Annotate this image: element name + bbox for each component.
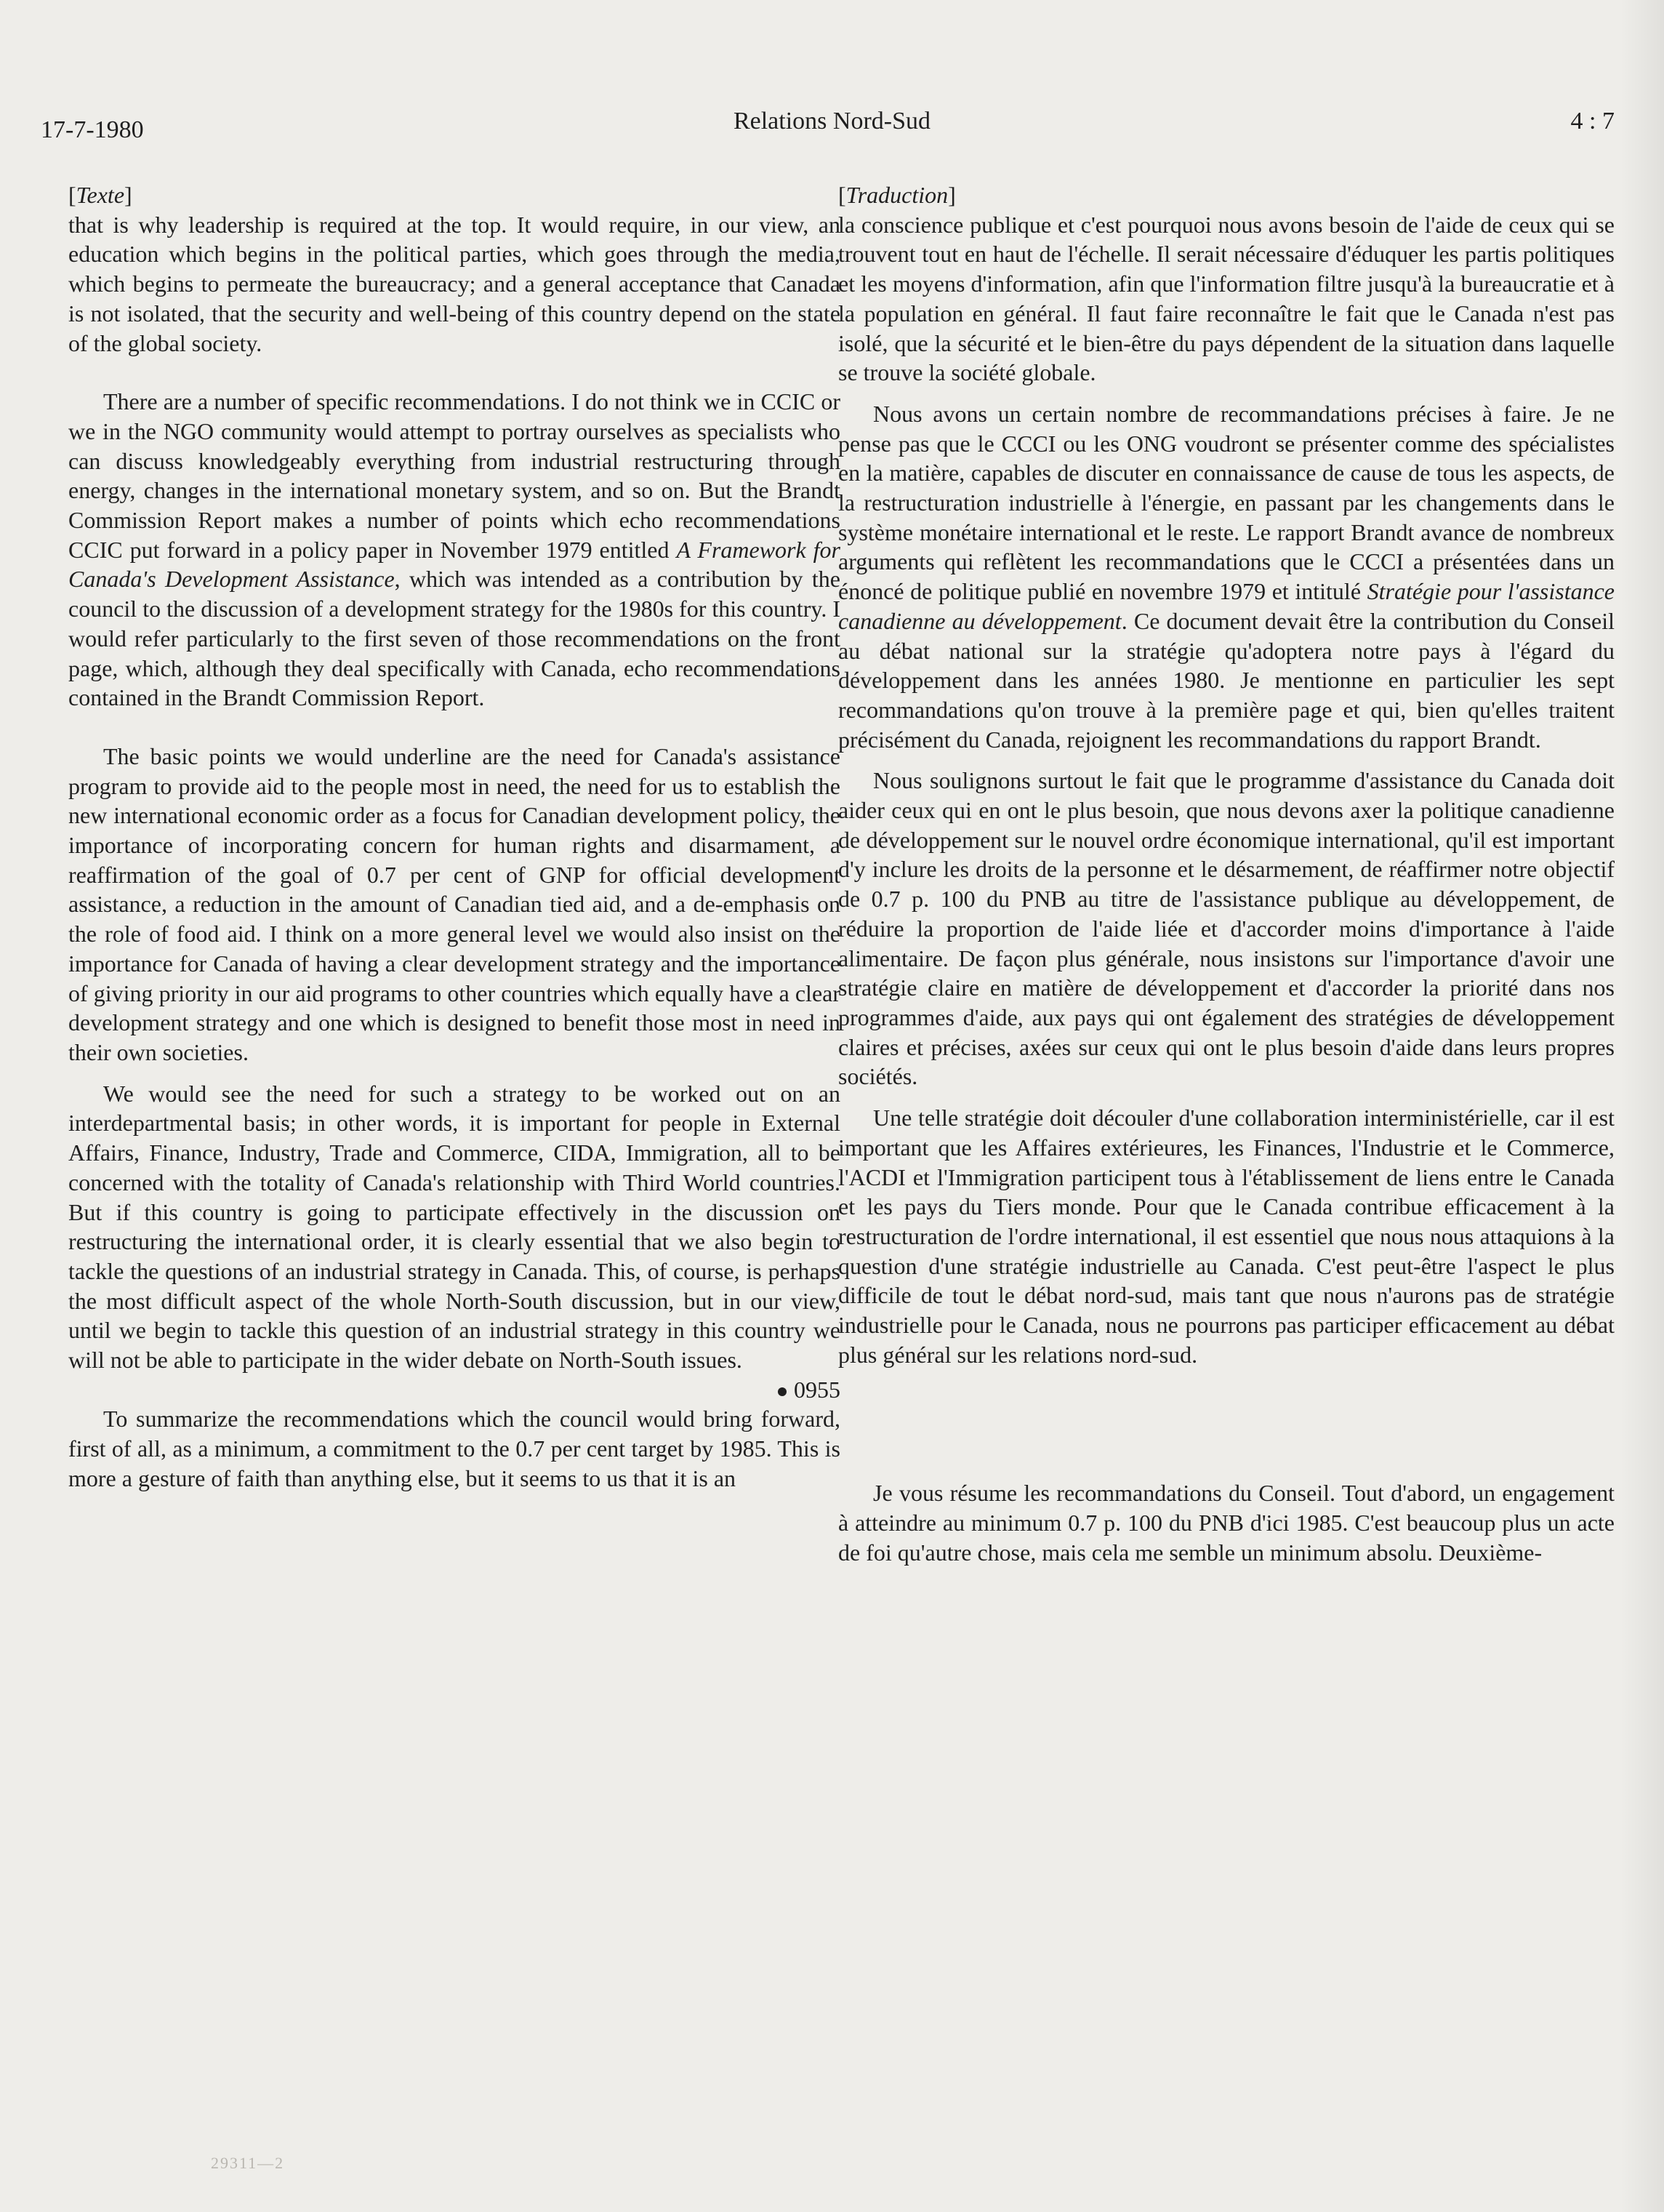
english-document-title: A Framework for Canada's Development Assistance [68,536,841,593]
french-paragraph-1: la conscience publique et c'est pourquoi nous avons besoin de l'aide de ceux qui se trouvent tout en haut de l'échelle. Il serait nécessaire d'éduquer les partis politiques et les moyens d'information, afin que l'information filtre jusqu'à la bureaucratie et à la population en général. Il faut faire reconnaître le fait que le Canada n'est pas isolé, que la sécurité et le bien-être du pays dépendent de la situation dans laquelle se trouve la société globale. [838,211,1615,386]
english-paragraph-4: We would see the need for such a strategy to be worked out on an interdepartmental basis; in other words, it is important for people in External Affairs, Finance, Industry, Trade and Commerce, CIDA, Immigration, all to be concerned with the totality of Canada's relationship with Third World countries. But if this country is going to participate effectively in the discussion on restructuring the international order, it is clearly essential that we also begin to tackle the questions of an industrial strategy in Canada. This, of course, is perhaps the most difficult aspect of the whole North-South discussion, but in our view, until we begin to tackle this question of an industrial strategy in this country we will not be able to participate in the wider debate on North-South issues. [68,1080,840,1374]
french-column [838,180,1615,1568]
english-paragraph-5: To summarize the recommendations which the council would bring forward, first of all, as a minimum, a commitment to the 0.7 per cent target by 1985. This is more a gesture of faith than anything else, but it seems to us that it is an [68,1406,840,1491]
english-column [68,180,840,1494]
page-edge-shadow [1620,0,1664,2212]
english-paragraph-1: that is why leadership is required at the top. It would require, in our view, an education which begins in the political parties, which goes through the media, which begins to permeate the bureaucracy; and a general acceptance that Canada is not isolated, that the security and well-being of this country depend on the state of the global society. [68,211,840,356]
header-page-number: 4 : 7 [1570,108,1615,135]
french-paragraph-3: Nous soulignons surtout le fait que le programme d'assistance du Canada doit aider ceux qui en ont le plus besoin, que nous devons axer la politique canadienne de développement sur le nouvel ordre économique international, qu'il est important d'y inclure les droits de la personne et le désarmement, de réaffirmer notre objectif de 0.7 p. 100 du PNB au titre de l'assistance publique au développement, de réduire la proportion de l'aide liée et d'accorder moins d'importance à l'aide alimentaire. De façon plus générale, nous insistons sur l'importance d'avoir une stratégie claire en matière de développement et d'accorder la priorité dans nos programmes d'aide, aux pays qui ont également des stratégies de développement claires et précises, axées sur ceux qui ont le plus besoin d'aide dans leurs propres sociétés. [838,767,1615,1090]
time-marker: 0955 [68,1375,840,1405]
french-column-label: [Traduction] [838,182,956,208]
french-paragraph-5: Je vous résume les recommandations du Conseil. Tout d'abord, un engagement à atteindre au minimum 0.7 p. 100 du PNB d'ici 1985. C'est beaucoup plus un acte de foi qu'autre chose, mais cela me semble un minimum absolu. Deuxième- [838,1480,1615,1566]
french-document-title: Stratégie pour l'assistance canadienne au développement [838,578,1615,634]
page-header [41,100,1623,144]
bullet-icon [778,1387,787,1396]
english-paragraph-3: The basic points we would underline are the need for Canada's assistance program to provide aid to the people most in need, the need for us to establish the new international economic order as a focus for Canadian development policy, the importance of incorporating concern for human rights and disarmament, a reaffirmation of the goal of 0.7 per cent of GNP for official development assistance, a reduction in the amount of Canadian tied aid, and a de-emphasis on the role of food aid. I think on a more general level we would also insist on the importance for Canada of having a clear development strategy and the importance of giving priority in our aid programs to other countries which equally have a clear development strategy and one which is designed to benefit those most in need in their own societies. [68,742,840,1065]
french-paragraph-4: Une telle stratégie doit découler d'une collaboration interministérielle, car il est important que les Affaires extérieures, les Finances, l'Industrie et le Commerce, l'ACDI et l'Immigration participent tous à l'établissement de liens entre le Canada et les pays du Tiers monde. Pour que le Canada contribue efficacement à la restructuration de l'ordre international, il est essentiel que nous nous attaquions à la question d'une stratégie industrielle au Canada. C'est peut-être l'aspect le plus difficile de tout le débat nord-sud, mais tant que nous n'aurons pas de stratégie industrielle pour le Canada, nous ne pourrons pas participer efficacement au débat plus général sur les relations nord-sud. [838,1105,1615,1368]
footer-mark: 29311—2 [211,2154,285,2172]
french-paragraph-2: Nous avons un certain nombre de recommandations précises à faire. Je ne pense pas que le CCCI ou les ONG voudront se présenter comme des spécialistes en la matière, capables de discuter en connaissance de cause de tous les aspects, de la restructuration industrielle à l'énergie, en passant par les changements dans le système monétaire international et le reste. Le rapport Brandt avance de nombreux arguments qui reflètent les recommandations que le CCCI a présentées dans un énoncé de politique publié en novembre 1979 et intitulé Stratégie pour l'assistance canadienne au développement. Ce document devait être la contribution du Conseil au débat national sur la stratégie qu'adoptera notre pays à l'égard du développement dans les années 1980. Je mentionne en particulier les sept recommandations qu'on trouve à la première page et qui, bien qu'elles traitent précisément du Canada, rejoignent les recommandations du rapport Brandt. [838,400,1615,753]
header-title: Relations Nord-Sud [733,108,931,135]
english-column-label: [Texte] [68,182,132,208]
header-date: 17-7-1980 [41,116,144,143]
english-paragraph-2: There are a number of specific recommendations. I do not think we in CCIC or we in the NGO community would attempt to portray ourselves as specialists who can discuss knowledgeably everything from industrial restructuring through energy, changes in the international monetary system, and so on. But the Brandt Commission Report makes a number of points which echo recommendations CCIC put forward in a policy paper in November 1979 entitled A Framework for Canada's Development Assistance, which was intended as a contribution by the council to the discussion of a development strategy for the 1980s for this country. I would refer particularly to the first seven of those recommendations on the front page, which, although they deal specifically with Canada, echo recommendations contained in the Brandt Commission Report. [68,388,841,711]
